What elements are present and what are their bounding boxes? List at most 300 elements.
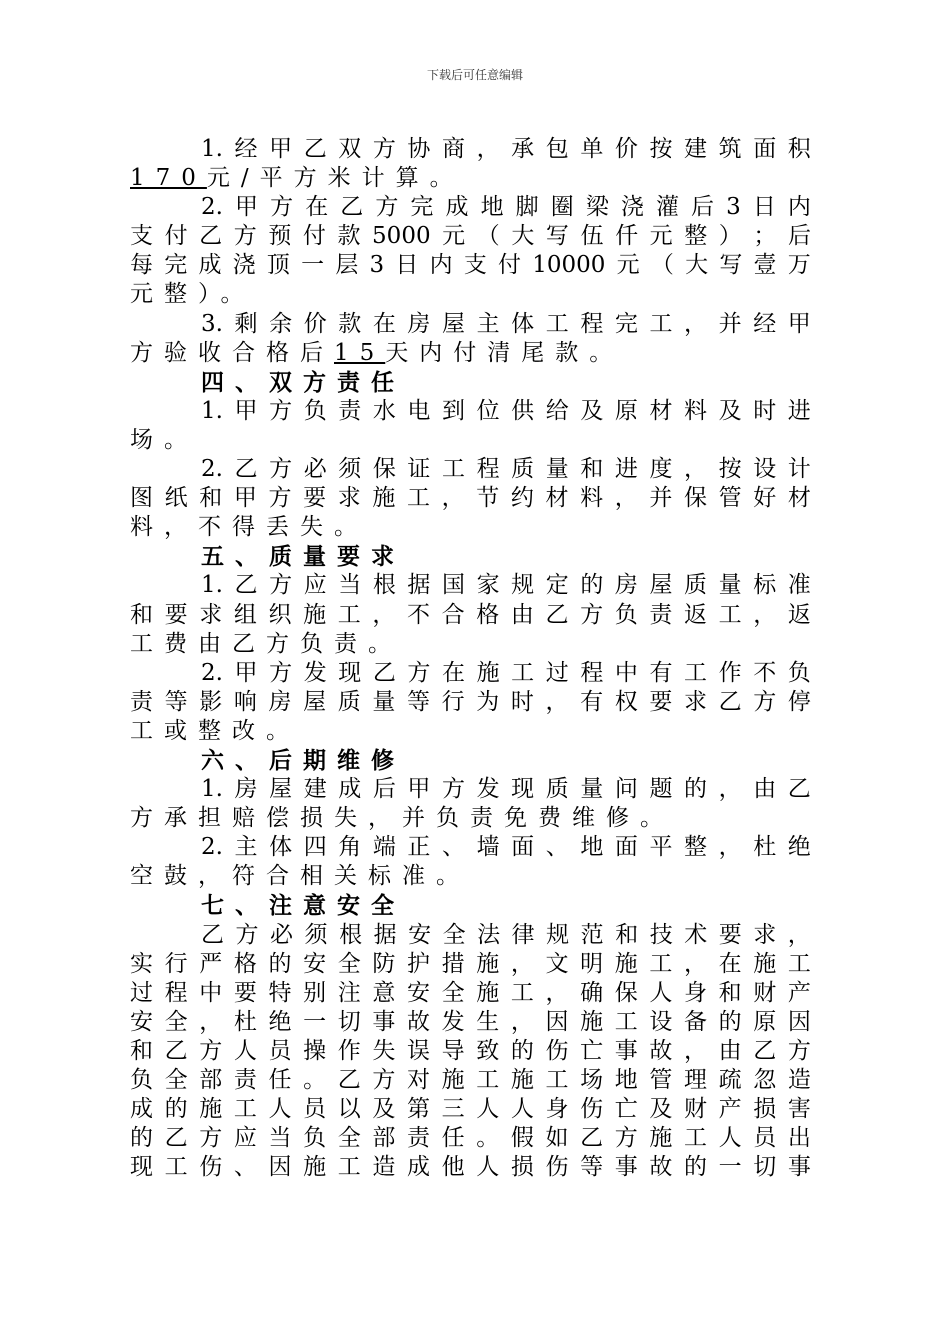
- text-run: 料，不得丢失。: [130, 514, 368, 541]
- text-glyph: 要: [164, 601, 188, 628]
- text-glyph: 他: [441, 1154, 465, 1181]
- text-glyph: 伤: [545, 1154, 569, 1181]
- text-glyph: 和: [718, 979, 742, 1006]
- text-glyph: 管: [718, 485, 742, 512]
- text-glyph: 在: [372, 310, 396, 337]
- text-glyph: 负: [130, 1067, 153, 1093]
- text-run: 天内付清尾款。: [385, 339, 624, 366]
- text-glyph: 事: [614, 1037, 638, 1064]
- text-glyph: 甲: [234, 659, 258, 686]
- text-run: 七、注意安全: [201, 892, 405, 920]
- text-glyph: 预: [268, 223, 292, 250]
- text-glyph: 和: [130, 601, 153, 628]
- text-glyph: 材: [649, 397, 673, 424]
- text-glyph: 的: [684, 776, 708, 803]
- text-glyph: 工: [718, 601, 742, 628]
- text-glyph: 四: [303, 834, 327, 861]
- text-glyph: 员: [303, 1096, 327, 1123]
- text-glyph: 设: [649, 1008, 673, 1035]
- text-glyph: 织: [268, 601, 292, 628]
- text-glyph: 身: [684, 979, 707, 1006]
- text-glyph: 1.: [201, 397, 223, 424]
- text-glyph: 5000: [372, 223, 431, 250]
- text-glyph: 成: [198, 252, 222, 279]
- text-glyph: 任: [441, 1125, 465, 1152]
- text-glyph: 材: [787, 485, 811, 512]
- text-glyph: 理: [684, 1067, 707, 1093]
- text-glyph: 、: [233, 1154, 257, 1181]
- text-glyph: 壹: [753, 252, 777, 279]
- text-glyph: 在: [718, 950, 742, 977]
- text-glyph: 量: [545, 456, 569, 483]
- text-glyph: 成: [130, 1096, 153, 1123]
- text-glyph: 。: [476, 1125, 500, 1152]
- text-run: 工费由乙方负责。: [130, 630, 402, 657]
- text-glyph: ，: [545, 688, 569, 715]
- text-glyph: 负: [614, 601, 638, 628]
- text-glyph: 面: [511, 834, 535, 861]
- text-glyph: 时: [753, 397, 777, 424]
- text-glyph: 要: [649, 688, 673, 715]
- text-glyph: 的: [510, 1037, 534, 1064]
- text-glyph: 由: [718, 1037, 742, 1064]
- text-glyph: 定: [545, 572, 569, 599]
- underlined-value: 170: [130, 165, 207, 192]
- text-glyph: 责: [407, 1125, 430, 1152]
- text-glyph: 成: [338, 776, 362, 803]
- text-glyph: 筑: [718, 136, 742, 162]
- text-glyph: 约: [510, 485, 534, 512]
- text-line: [130, 775, 811, 804]
- text-glyph: 主: [476, 310, 500, 337]
- text-glyph: 乙: [718, 688, 742, 715]
- text-glyph: 质: [337, 688, 361, 715]
- text-glyph: 方: [199, 1125, 223, 1152]
- text-glyph: 10000: [532, 252, 606, 279]
- text-glyph: 的: [580, 572, 604, 599]
- text-glyph: 家: [476, 572, 500, 599]
- text-run: 方承担赔偿损失，并负责免费维修。: [130, 805, 674, 832]
- text-glyph: 方: [235, 921, 259, 948]
- text-glyph: 安: [303, 950, 327, 977]
- text-glyph: 及: [372, 1096, 396, 1123]
- text-glyph: 保: [684, 485, 707, 512]
- text-line: [130, 833, 811, 862]
- text-glyph: 造: [372, 1154, 396, 1181]
- text-glyph: 合: [441, 601, 465, 628]
- text-glyph: 根: [339, 921, 363, 948]
- text-glyph: 财: [753, 979, 777, 1006]
- document-body: [130, 135, 811, 1182]
- text-glyph: 和: [615, 921, 639, 948]
- text-line: [130, 222, 811, 251]
- text-glyph: 操: [303, 1037, 327, 1064]
- text-glyph: 每: [130, 252, 153, 279]
- text-glyph: 等: [580, 1154, 604, 1181]
- text-glyph: 财: [684, 1096, 707, 1123]
- text-glyph: 好: [753, 485, 777, 512]
- text-glyph: 程: [164, 979, 188, 1006]
- text-line: [130, 630, 811, 659]
- text-glyph: 承: [511, 136, 535, 162]
- text-glyph: ，: [753, 601, 777, 628]
- text-glyph: 发: [441, 1008, 465, 1035]
- text-glyph: 付: [498, 252, 522, 279]
- text-glyph: 乙: [199, 223, 223, 250]
- text-glyph: 人: [718, 1125, 742, 1152]
- text-glyph: 商: [442, 136, 465, 162]
- text-glyph: 的: [684, 1154, 707, 1181]
- text-glyph: 准: [787, 572, 811, 599]
- text-glyph: 为: [476, 688, 500, 715]
- text-glyph: ，: [441, 485, 465, 512]
- text-glyph: 导: [441, 1037, 465, 1064]
- text-line: [130, 1095, 811, 1124]
- text-glyph: 施: [476, 659, 500, 686]
- text-glyph: 由: [510, 601, 534, 628]
- text-glyph: 护: [407, 950, 430, 977]
- text-glyph: 施: [649, 1125, 673, 1152]
- text-glyph: 严: [199, 950, 223, 977]
- text-glyph: 一: [718, 1154, 742, 1181]
- text-glyph: 地: [580, 834, 604, 861]
- text-line: [130, 571, 811, 600]
- text-glyph: 方: [442, 776, 465, 803]
- text-glyph: 并: [718, 310, 742, 337]
- text-line: [130, 339, 811, 368]
- text-glyph: 墙: [476, 834, 500, 861]
- text-glyph: 范: [580, 921, 604, 948]
- text-glyph: 责: [130, 688, 153, 715]
- text-glyph: 疏: [718, 1067, 742, 1093]
- text-glyph: ，: [684, 310, 708, 337]
- section-heading: [130, 368, 811, 397]
- text-glyph: 造: [787, 1067, 811, 1093]
- text-glyph: 3: [726, 194, 741, 221]
- text-glyph: 方: [269, 397, 293, 424]
- text-glyph: 方: [269, 456, 293, 483]
- text-glyph: 必: [270, 921, 294, 948]
- section-heading: [130, 746, 811, 775]
- text-glyph: 全: [337, 950, 361, 977]
- text-glyph: 害: [787, 1096, 811, 1123]
- text-glyph: 在: [442, 659, 465, 686]
- text-glyph: 影: [199, 688, 223, 715]
- text-glyph: 故: [649, 1154, 673, 1181]
- text-glyph: 因: [787, 1008, 811, 1035]
- text-glyph: 工: [511, 659, 535, 686]
- text-run: 四、双方责任: [201, 368, 405, 396]
- text-glyph: 质: [511, 456, 535, 483]
- text-glyph: 协: [407, 136, 431, 162]
- text-glyph: 要: [233, 979, 257, 1006]
- text-glyph: 伤: [545, 1037, 569, 1064]
- text-glyph: 三: [441, 1096, 465, 1123]
- text-glyph: 脚: [515, 194, 539, 221]
- text-glyph: 甲: [407, 776, 431, 803]
- text-glyph: 3.: [201, 310, 223, 337]
- text-line: [130, 921, 811, 950]
- text-glyph: 时: [510, 688, 534, 715]
- text-glyph: 组: [233, 601, 257, 628]
- text-line: [130, 513, 811, 542]
- text-line: [130, 804, 811, 833]
- text-glyph: 甲: [235, 194, 259, 221]
- text-glyph: 方: [580, 601, 604, 628]
- text-glyph: 图: [130, 485, 153, 512]
- text-glyph: 人: [268, 1096, 292, 1123]
- text-glyph: 、: [545, 834, 569, 861]
- text-glyph: 乙: [164, 1037, 188, 1064]
- text-glyph: 工: [684, 659, 708, 686]
- text-glyph: 求: [337, 485, 361, 512]
- text-glyph: 实: [130, 950, 153, 977]
- text-glyph: 款: [338, 310, 362, 337]
- text-glyph: 乙: [787, 776, 811, 803]
- text-line: [130, 979, 811, 1008]
- text-glyph: 位: [476, 397, 500, 424]
- text-glyph: （: [650, 252, 674, 279]
- text-glyph: 假: [510, 1125, 534, 1152]
- text-glyph: 停: [787, 688, 811, 715]
- text-glyph: 全: [164, 1008, 188, 1035]
- text-glyph: 工: [337, 601, 361, 628]
- text-glyph: 保: [372, 456, 396, 483]
- text-glyph: 工: [649, 310, 673, 337]
- text-run: 五、质量要求: [201, 543, 405, 571]
- text-glyph: 大: [511, 223, 535, 250]
- text-glyph: （: [476, 223, 500, 250]
- text-glyph: 2.: [201, 834, 223, 861]
- text-glyph: 全: [164, 1067, 188, 1093]
- section-heading: [130, 542, 811, 571]
- text-glyph: 责: [233, 1067, 257, 1093]
- text-glyph: 质: [684, 572, 708, 599]
- text-glyph: 术: [684, 921, 708, 948]
- text-glyph: 乙: [164, 1125, 188, 1152]
- text-glyph: 不: [753, 659, 777, 686]
- text-glyph: 技: [649, 921, 673, 948]
- text-glyph: 伤: [199, 1154, 223, 1181]
- text-line: [130, 310, 811, 339]
- text-glyph: 部: [199, 1067, 223, 1093]
- text-glyph: 1.: [201, 572, 223, 599]
- text-glyph: 方: [614, 1125, 638, 1152]
- text-glyph: ，: [718, 776, 742, 803]
- text-glyph: 地: [480, 194, 504, 221]
- text-glyph: 一: [303, 1008, 327, 1035]
- text-glyph: 工: [684, 1125, 707, 1152]
- text-glyph: ，: [787, 921, 811, 948]
- text-glyph: 身: [545, 1096, 569, 1123]
- text-glyph: 到: [442, 397, 465, 424]
- text-glyph: 出: [787, 1125, 811, 1152]
- text-glyph: 体: [511, 310, 535, 337]
- text-glyph: 人: [476, 1154, 500, 1181]
- text-glyph: 单: [580, 136, 604, 162]
- text-glyph: 供: [511, 397, 535, 424]
- text-glyph: 规: [546, 921, 570, 948]
- text-glyph: 后: [691, 194, 715, 221]
- text-glyph: ，: [684, 950, 707, 977]
- text-glyph: 甲: [787, 310, 811, 337]
- text-glyph: 甲: [234, 397, 258, 424]
- text-glyph: 主: [234, 834, 258, 861]
- text-glyph: 格: [476, 601, 500, 628]
- text-glyph: 度: [649, 456, 673, 483]
- text-glyph: 万: [787, 252, 811, 279]
- text-glyph: 的: [164, 1096, 188, 1123]
- text-glyph: 伤: [580, 1096, 604, 1123]
- text-glyph: 不: [407, 601, 430, 628]
- text-glyph: 3: [369, 252, 385, 279]
- text-line: [130, 717, 811, 746]
- text-glyph: 1.: [201, 136, 223, 162]
- text-glyph: 元: [616, 252, 640, 279]
- text-glyph: 工: [649, 950, 673, 977]
- text-glyph: 角: [338, 834, 362, 861]
- text-line: [130, 1066, 811, 1095]
- text-glyph: 权: [614, 688, 638, 715]
- text-glyph: 2.: [201, 194, 223, 221]
- text-line: [130, 601, 811, 630]
- text-line: [130, 426, 811, 455]
- text-glyph: 在: [305, 194, 329, 221]
- text-glyph: 平: [649, 834, 673, 861]
- text-glyph: 方: [268, 485, 292, 512]
- text-glyph: 量: [580, 776, 604, 803]
- text-glyph: 特: [268, 979, 292, 1006]
- text-glyph: 标: [753, 572, 777, 599]
- text-line: [130, 688, 811, 717]
- text-glyph: 全: [337, 1125, 361, 1152]
- text-glyph: 现: [511, 776, 535, 803]
- text-glyph: 施: [476, 950, 500, 977]
- text-glyph: 规: [511, 572, 535, 599]
- text-glyph: 料: [580, 485, 604, 512]
- text-glyph: 和: [199, 485, 223, 512]
- section-heading: [130, 891, 811, 920]
- text-glyph: 节: [476, 485, 500, 512]
- text-glyph: 忽: [753, 1067, 777, 1093]
- text-glyph: 因: [545, 1008, 569, 1035]
- text-glyph: 发: [303, 659, 327, 686]
- text-glyph: 设: [753, 456, 777, 483]
- text-line: [130, 251, 811, 280]
- text-glyph: 双: [338, 136, 362, 162]
- text-glyph: 方: [753, 688, 777, 715]
- text-glyph: 响: [233, 688, 257, 715]
- text-glyph: 证: [407, 456, 431, 483]
- text-glyph: 第: [407, 1096, 430, 1123]
- text-glyph: 一: [301, 252, 325, 279]
- text-glyph: 当: [338, 572, 362, 599]
- text-glyph: 面: [614, 834, 638, 861]
- text-glyph: 房: [407, 310, 431, 337]
- text-glyph: 质: [545, 776, 569, 803]
- text-glyph: 防: [372, 950, 396, 977]
- text-glyph: 作: [337, 1037, 361, 1064]
- text-glyph: 包: [545, 136, 569, 162]
- text-glyph: 绝: [268, 1008, 292, 1035]
- text-glyph: 整: [684, 834, 708, 861]
- text-glyph: 致: [476, 1037, 500, 1064]
- text-glyph: 安: [408, 921, 432, 948]
- text-glyph: 损: [753, 1096, 777, 1123]
- text-line: [130, 950, 811, 979]
- text-glyph: 任: [268, 1067, 292, 1093]
- text-glyph: 房: [268, 688, 292, 715]
- text-glyph: 确: [580, 979, 604, 1006]
- text-glyph: 日: [395, 252, 419, 279]
- text-glyph: 方: [269, 572, 293, 599]
- text-glyph: 别: [303, 979, 327, 1006]
- text-glyph: 保: [614, 979, 638, 1006]
- text-glyph: 并: [649, 485, 673, 512]
- text-glyph: 施: [614, 950, 638, 977]
- text-line: [130, 659, 811, 688]
- text-glyph: 的: [268, 950, 292, 977]
- text-glyph: ，: [614, 485, 638, 512]
- text-glyph: 等: [407, 688, 430, 715]
- text-glyph: 方: [407, 659, 431, 686]
- text-glyph: 方: [269, 659, 293, 686]
- text-glyph: 及: [649, 1096, 673, 1123]
- text-glyph: 现: [130, 1154, 153, 1181]
- text-glyph: 行: [441, 688, 465, 715]
- text-glyph: 乙: [545, 601, 569, 628]
- text-glyph: 施: [753, 950, 777, 977]
- text-glyph: 乙: [753, 1037, 777, 1064]
- text-glyph: 房: [234, 776, 258, 803]
- text-glyph: 工: [233, 1096, 257, 1123]
- text-glyph: 灌: [655, 194, 679, 221]
- text-glyph: 应: [233, 1125, 257, 1152]
- text-glyph: 故: [649, 1037, 673, 1064]
- text-glyph: 工: [407, 485, 430, 512]
- text-glyph: 成: [445, 194, 469, 221]
- text-glyph: 层: [335, 252, 359, 279]
- text-glyph: 亡: [580, 1037, 604, 1064]
- text-glyph: 应: [303, 572, 327, 599]
- text-glyph: 发: [476, 776, 500, 803]
- text-glyph: 工: [442, 456, 465, 483]
- text-glyph: 亡: [614, 1096, 638, 1123]
- text-glyph: 必: [303, 456, 327, 483]
- text-glyph: 日: [752, 194, 776, 221]
- text-glyph: 房: [614, 572, 638, 599]
- text-glyph: 措: [441, 950, 465, 977]
- text-glyph: 乙: [340, 194, 364, 221]
- text-glyph: 仟: [615, 223, 639, 250]
- text-line: [130, 455, 811, 484]
- text-glyph: 完: [164, 252, 188, 279]
- text-glyph: 管: [649, 1067, 673, 1093]
- text-glyph: 返: [787, 601, 811, 628]
- text-glyph: 端: [372, 834, 396, 861]
- text-glyph: 人: [233, 1037, 257, 1064]
- text-glyph: 大: [685, 252, 709, 279]
- text-glyph: 的: [130, 1125, 153, 1152]
- text-glyph: 纸: [164, 485, 188, 512]
- text-glyph: 因: [268, 1154, 292, 1181]
- text-glyph: 对: [407, 1067, 430, 1093]
- text-glyph: 面: [753, 136, 777, 162]
- text-glyph: 事: [614, 1154, 638, 1181]
- text-glyph: 方: [372, 1067, 396, 1093]
- text-glyph: 工: [476, 1067, 500, 1093]
- text-glyph: 工: [614, 1008, 638, 1035]
